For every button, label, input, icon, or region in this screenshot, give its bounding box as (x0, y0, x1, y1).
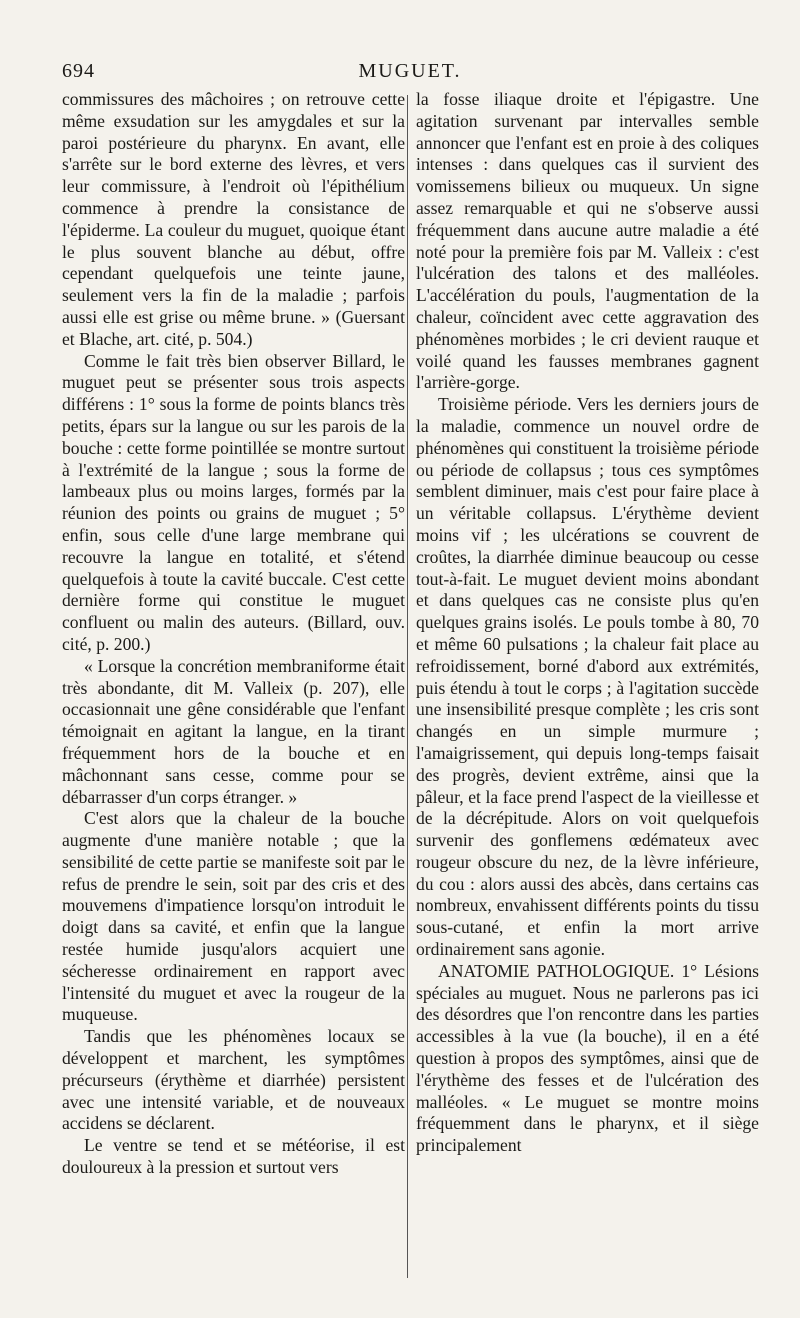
paragraph: commissures des mâchoires ; on retrouve cette même exsudation sur les amygdales et sur la paroi postérieure du pharynx. En avant, elle s'arrête sur le bord externe des lèvres, et vers leur commissure, à l'endroit où l'épithélium commence à prendre la consistance de l'épiderme. La couleur du muguet, quoique étant le plus souvent blanche au début, offre cependant quelquefois une teinte jaune, seulement vers la fin de la maladie ; parfois aussi elle est grise ou même brune. » (Guersant et Blache, art. cité, p. 504.) (62, 89, 405, 349)
paragraph: Troisième période. Vers les derniers jours de la maladie, commence un nouvel ordre de phénomènes qui constituent la troisième période ou période de collapsus ; tous ces symptômes semblent diminuer, mais c'est pour faire place à un véritable collapsus. L'érythème devient moins vif ; les ulcérations se couvrent de croûtes, la diarrhée diminue beaucoup ou cesse tout-à-fait. Le muguet devient moins abondant et dans quelques cas ne consiste plus qu'en quelques grains isolés. Le pouls tombe à 80, 70 et même 60 pulsations ; la chaleur fait place au refroidissement, borné d'abord aux extrémités, puis étendu à tout le corps ; à l'agitation succède une insensibilité presque complète ; les cris sont changés en un simple murmure ; l'amaigrissement, qui depuis long-temps faisait des progrès, devient extrême, ainsi que la pâleur, et la face prend l'aspect de la vieillesse et de la décrépitude. Alors on voit quelquefois survenir des gonflemens œdémateux avec rougeur obscure du nez, de la lèvre inférieure, du cou : alors aussi des abcès, dans certains cas nombreux, envahissent différents points du tissu sous-cutané, et enfin la mort arrive ordinairement sans agonie. (416, 394, 759, 960)
paragraph: la fosse iliaque droite et l'épigastre. Une agitation survenant par intervalles semble annoncer que l'enfant est en proie à des coliques intenses : dans quelques cas il survient des vomissemens bilieux ou muqueux. Un signe assez remarquable et qui ne s'observe aussi fréquemment dans aucune autre maladie a été noté pour la première fois par M. Valleix : c'est l'ulcération des talons et des malléoles. L'accélération du pouls, l'augmentation de la chaleur, coïncident avec cette aggravation des phénomènes morbides ; le cri devient rauque et voilé quand les fausses membranes gagnent l'arrière-gorge. (416, 89, 759, 393)
paragraph: Le ventre se tend et se météorise, il est douloureux à la pression et surtout vers (62, 1135, 405, 1178)
running-title: MUGUET. (358, 60, 462, 82)
paragraph: C'est alors que la chaleur de la bouche augmente d'une manière notable ; que la sensibilité de cette partie se manifeste soit par le refus de prendre le sein, soit par des cris et des mouvemens d'impatience lorsqu'on introduit le doigt dans sa cavité, et enfin que la langue restée humide jusqu'alors acquiert une sécheresse ordinairement en rapport avec l'intensité du muguet et avec la rougeur de la muqueuse. (62, 808, 405, 1025)
left-column (62, 89, 405, 1179)
paragraph: Tandis que les phénomènes locaux se développent et marchent, les symptômes précurseurs (érythème et diarrhée) persistent avec une intensité variable, et de nouveaux accidens se déclarent. (62, 1026, 405, 1134)
page-header (62, 58, 758, 88)
paragraph: Comme le fait très bien observer Billard, le muguet peut se présenter sous trois aspects différens : 1° sous la forme de points blancs très petits, épars sur la langue ou sur les parois de la bouche : cette forme pointillée se montre surtout à l'extrémité de la langue ; sous la forme de lambeaux plus ou moins larges, formés par la réunion des points ou grains de muguet ; 5° enfin, sous celle d'une large membrane qui recouvre la langue en totalité, et s'étend quelquefois à toute la cavité buccale. C'est cette dernière forme qui constitue le muguet confluent ou malin des auteurs. (Billard, ouv. cité, p. 200.) (62, 350, 405, 654)
paragraph: ANATOMIE PATHOLOGIQUE. 1° Lésions spéciales au muguet. Nous ne parlerons pas ici des désordres que l'on rencontre dans les parties accessibles à la vue (la bouche), il en a été question à propos des symptômes, ainsi que de l'érythème des fesses et de l'ulcération des malléoles. « Le muguet se montre moins fréquemment dans le pharynx, et il siège principalement (416, 960, 759, 1156)
paragraph: « Lorsque la concrétion membraniforme était très abondante, dit M. Valleix (p. 207), elle occasionnait une gêne considérable que l'enfant témoignait en agitant la langue, en la tirant fréquemment hors de la bouche et en mâchonnant sans cesse, comme pour se débarrasser d'un corps étranger. » (62, 655, 405, 807)
column-divider (407, 95, 408, 1278)
page-number: 694 (62, 60, 95, 82)
right-column (416, 89, 759, 1157)
